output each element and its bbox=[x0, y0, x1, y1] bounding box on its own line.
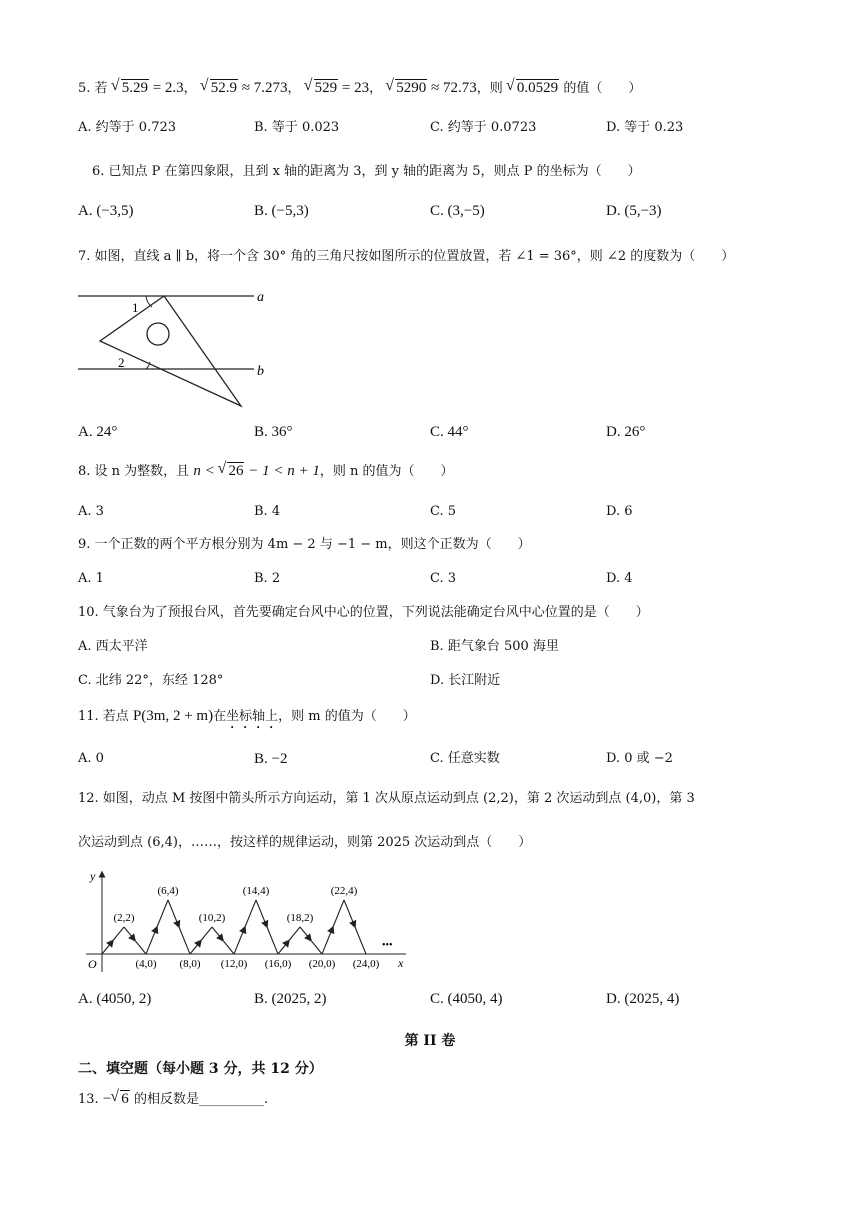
path-segment bbox=[333, 900, 344, 927]
label-angle-1: 1 bbox=[132, 300, 139, 315]
label-angle-2: 2 bbox=[118, 355, 125, 370]
base-point-label: (8,0) bbox=[179, 958, 201, 970]
q5-option-d: D. 等于 0.23 bbox=[606, 120, 684, 135]
q9-option-d: D. 4 bbox=[606, 571, 633, 586]
q6-option-a: A. (−3,5) bbox=[78, 203, 134, 219]
origin-label: O bbox=[88, 957, 97, 971]
q5-option-a: A. 约等于 0.723 bbox=[78, 120, 177, 135]
base-point-label: (4,0) bbox=[135, 958, 157, 970]
peak-point-label: (14,4) bbox=[242, 885, 270, 897]
set-square bbox=[100, 296, 241, 406]
q8-option-c: C. 5 bbox=[430, 504, 457, 519]
path-segment bbox=[256, 900, 267, 927]
q7-option-d: D. 26° bbox=[606, 424, 646, 440]
question-12-stem-line2: 次运动到点 (6,4)，……，按这样的规律运动，则第 2025 次运动到点（ ） bbox=[78, 835, 532, 850]
question-5-stem: 5. 若 √ 5.29 = 2.3， √ 52.9 ≈ 7.273， √ 529 = 23， √ 5290 ≈ 72.73，则 √ 0.0529 的值（ ） bbox=[78, 79, 641, 98]
q9-option-b: B. 2 bbox=[254, 571, 281, 586]
q10-option-b: B. 距气象台 500 海里 bbox=[430, 639, 559, 654]
q12-option-d: D. (2025, 4) bbox=[606, 991, 680, 1007]
path-segment bbox=[146, 927, 157, 954]
path-segment bbox=[344, 900, 355, 927]
path-segment bbox=[289, 927, 300, 941]
q11-option-d: D. 0 或 −2 bbox=[606, 751, 673, 766]
q11-option-c: C. 任意实数 bbox=[430, 751, 500, 766]
path-segment bbox=[168, 900, 179, 927]
path-segment bbox=[190, 941, 201, 955]
peak-point-label: (18,2) bbox=[286, 912, 314, 924]
peak-point-label: (6,4) bbox=[157, 885, 179, 897]
q11-option-b: B. −2 bbox=[254, 751, 288, 767]
label-b: b bbox=[257, 364, 264, 379]
q12-option-c: C. (4050, 4) bbox=[430, 991, 503, 1007]
question-11-stem: 11. 若点 P(3m, 2 + m)在坐标轴上，则 m 的值为（ ） bbox=[78, 708, 416, 724]
q7-option-a: A. 24° bbox=[78, 424, 118, 440]
q7-option-b: B. 36° bbox=[254, 424, 293, 440]
path-segment bbox=[322, 927, 333, 954]
q5-option-c: C. 约等于 0.0723 bbox=[430, 120, 537, 135]
q8-option-d: D. 6 bbox=[606, 504, 633, 519]
y-axis-label: y bbox=[90, 869, 96, 883]
path-segment bbox=[267, 927, 278, 954]
q7-option-c: C. 44° bbox=[430, 424, 469, 440]
path-segment bbox=[355, 927, 366, 954]
q8-option-b: B. 4 bbox=[254, 504, 281, 519]
path-segment bbox=[311, 941, 322, 955]
question-6-stem: 6. 已知点 P 在第四象限，且到 x 轴的距离为 3，到 y 轴的距离为 5，则点 P 的坐标为（ ） bbox=[92, 164, 641, 179]
path-segment bbox=[300, 927, 311, 941]
q12-option-b: B. (2025, 2) bbox=[254, 991, 327, 1007]
q6-option-c: C. (3,−5) bbox=[430, 203, 485, 219]
path-segment bbox=[157, 900, 168, 927]
q6-option-b: B. (−5,3) bbox=[254, 203, 309, 219]
q10-option-c: C. 北纬 22°，东经 128° bbox=[78, 673, 224, 688]
question-13-stem: 13. −√ 6 的相反数是__________. bbox=[78, 1090, 268, 1109]
triangle-figure bbox=[76, 286, 276, 412]
question-12-stem-line1: 12. 如图，动点 M 按图中箭头所示方向运动，第 1 次从原点运动到点 (2,2)，第 2 次运动到点 (4,0)，第 3 bbox=[78, 791, 695, 806]
question-7-stem: 7. 如图，直线 a ∥ b，将一个含 30° 角的三角尺按如图所示的位置放置，若 ∠1 = 36°，则 ∠2 的度数为（ ） bbox=[78, 249, 735, 264]
q6-option-d: D. (5,−3) bbox=[606, 203, 662, 219]
q10-option-d: D. 长江附近 bbox=[430, 673, 501, 688]
base-point-label: (24,0) bbox=[352, 958, 380, 970]
q9-option-a: A. 1 bbox=[78, 571, 104, 586]
path-segment bbox=[124, 927, 135, 941]
peak-point-label: (22,4) bbox=[330, 885, 358, 897]
path-segment bbox=[278, 941, 289, 955]
label-a: a bbox=[257, 290, 264, 305]
path-segment bbox=[223, 941, 234, 955]
q8-option-a: A. 3 bbox=[78, 504, 104, 519]
q10-option-a: A. 西太平洋 bbox=[78, 639, 148, 654]
path-segment bbox=[245, 900, 256, 927]
x-axis-label: x bbox=[398, 956, 404, 970]
path-segment bbox=[113, 927, 124, 941]
section-2-heading: 二、填空题（每小题 3 分，共 12 分） bbox=[78, 1061, 323, 1077]
continuation-ellipsis: ••• bbox=[382, 940, 393, 951]
base-point-label: (20,0) bbox=[308, 958, 336, 970]
base-point-label: (12,0) bbox=[220, 958, 248, 970]
path-segment bbox=[234, 927, 245, 954]
question-8-stem: 8. 设 n 为整数，且 n < √ 26 − 1 < n + 1，则 n 的值为（ ） bbox=[78, 462, 453, 481]
q5-option-b: B. 等于 0.023 bbox=[254, 120, 340, 135]
question-10-stem: 10. 气象台为了预报台风，首先要确定台风中心的位置，下列说法能确定台风中心位置的是（ ） bbox=[78, 605, 649, 620]
question-9-stem: 9. 一个正数的两个平方根分别为 4m − 2 与 −1 − m，则这个正数为（ ） bbox=[78, 537, 531, 552]
motion-path-figure bbox=[76, 868, 416, 974]
path-segment bbox=[201, 927, 212, 941]
peak-point-label: (2,2) bbox=[113, 912, 135, 924]
q11-option-a: A. 0 bbox=[78, 751, 104, 766]
peak-point-label: (10,2) bbox=[198, 912, 226, 924]
set-square-hole bbox=[147, 323, 169, 345]
q12-option-a: A. (4050, 2) bbox=[78, 991, 152, 1007]
path-segment bbox=[212, 927, 223, 941]
path-segment bbox=[102, 941, 113, 955]
part-2-heading: 第 II 卷 bbox=[404, 1033, 456, 1049]
path-segment bbox=[135, 941, 146, 955]
q9-option-c: C. 3 bbox=[430, 571, 457, 586]
base-point-label: (16,0) bbox=[264, 958, 292, 970]
path-segment bbox=[179, 927, 190, 954]
